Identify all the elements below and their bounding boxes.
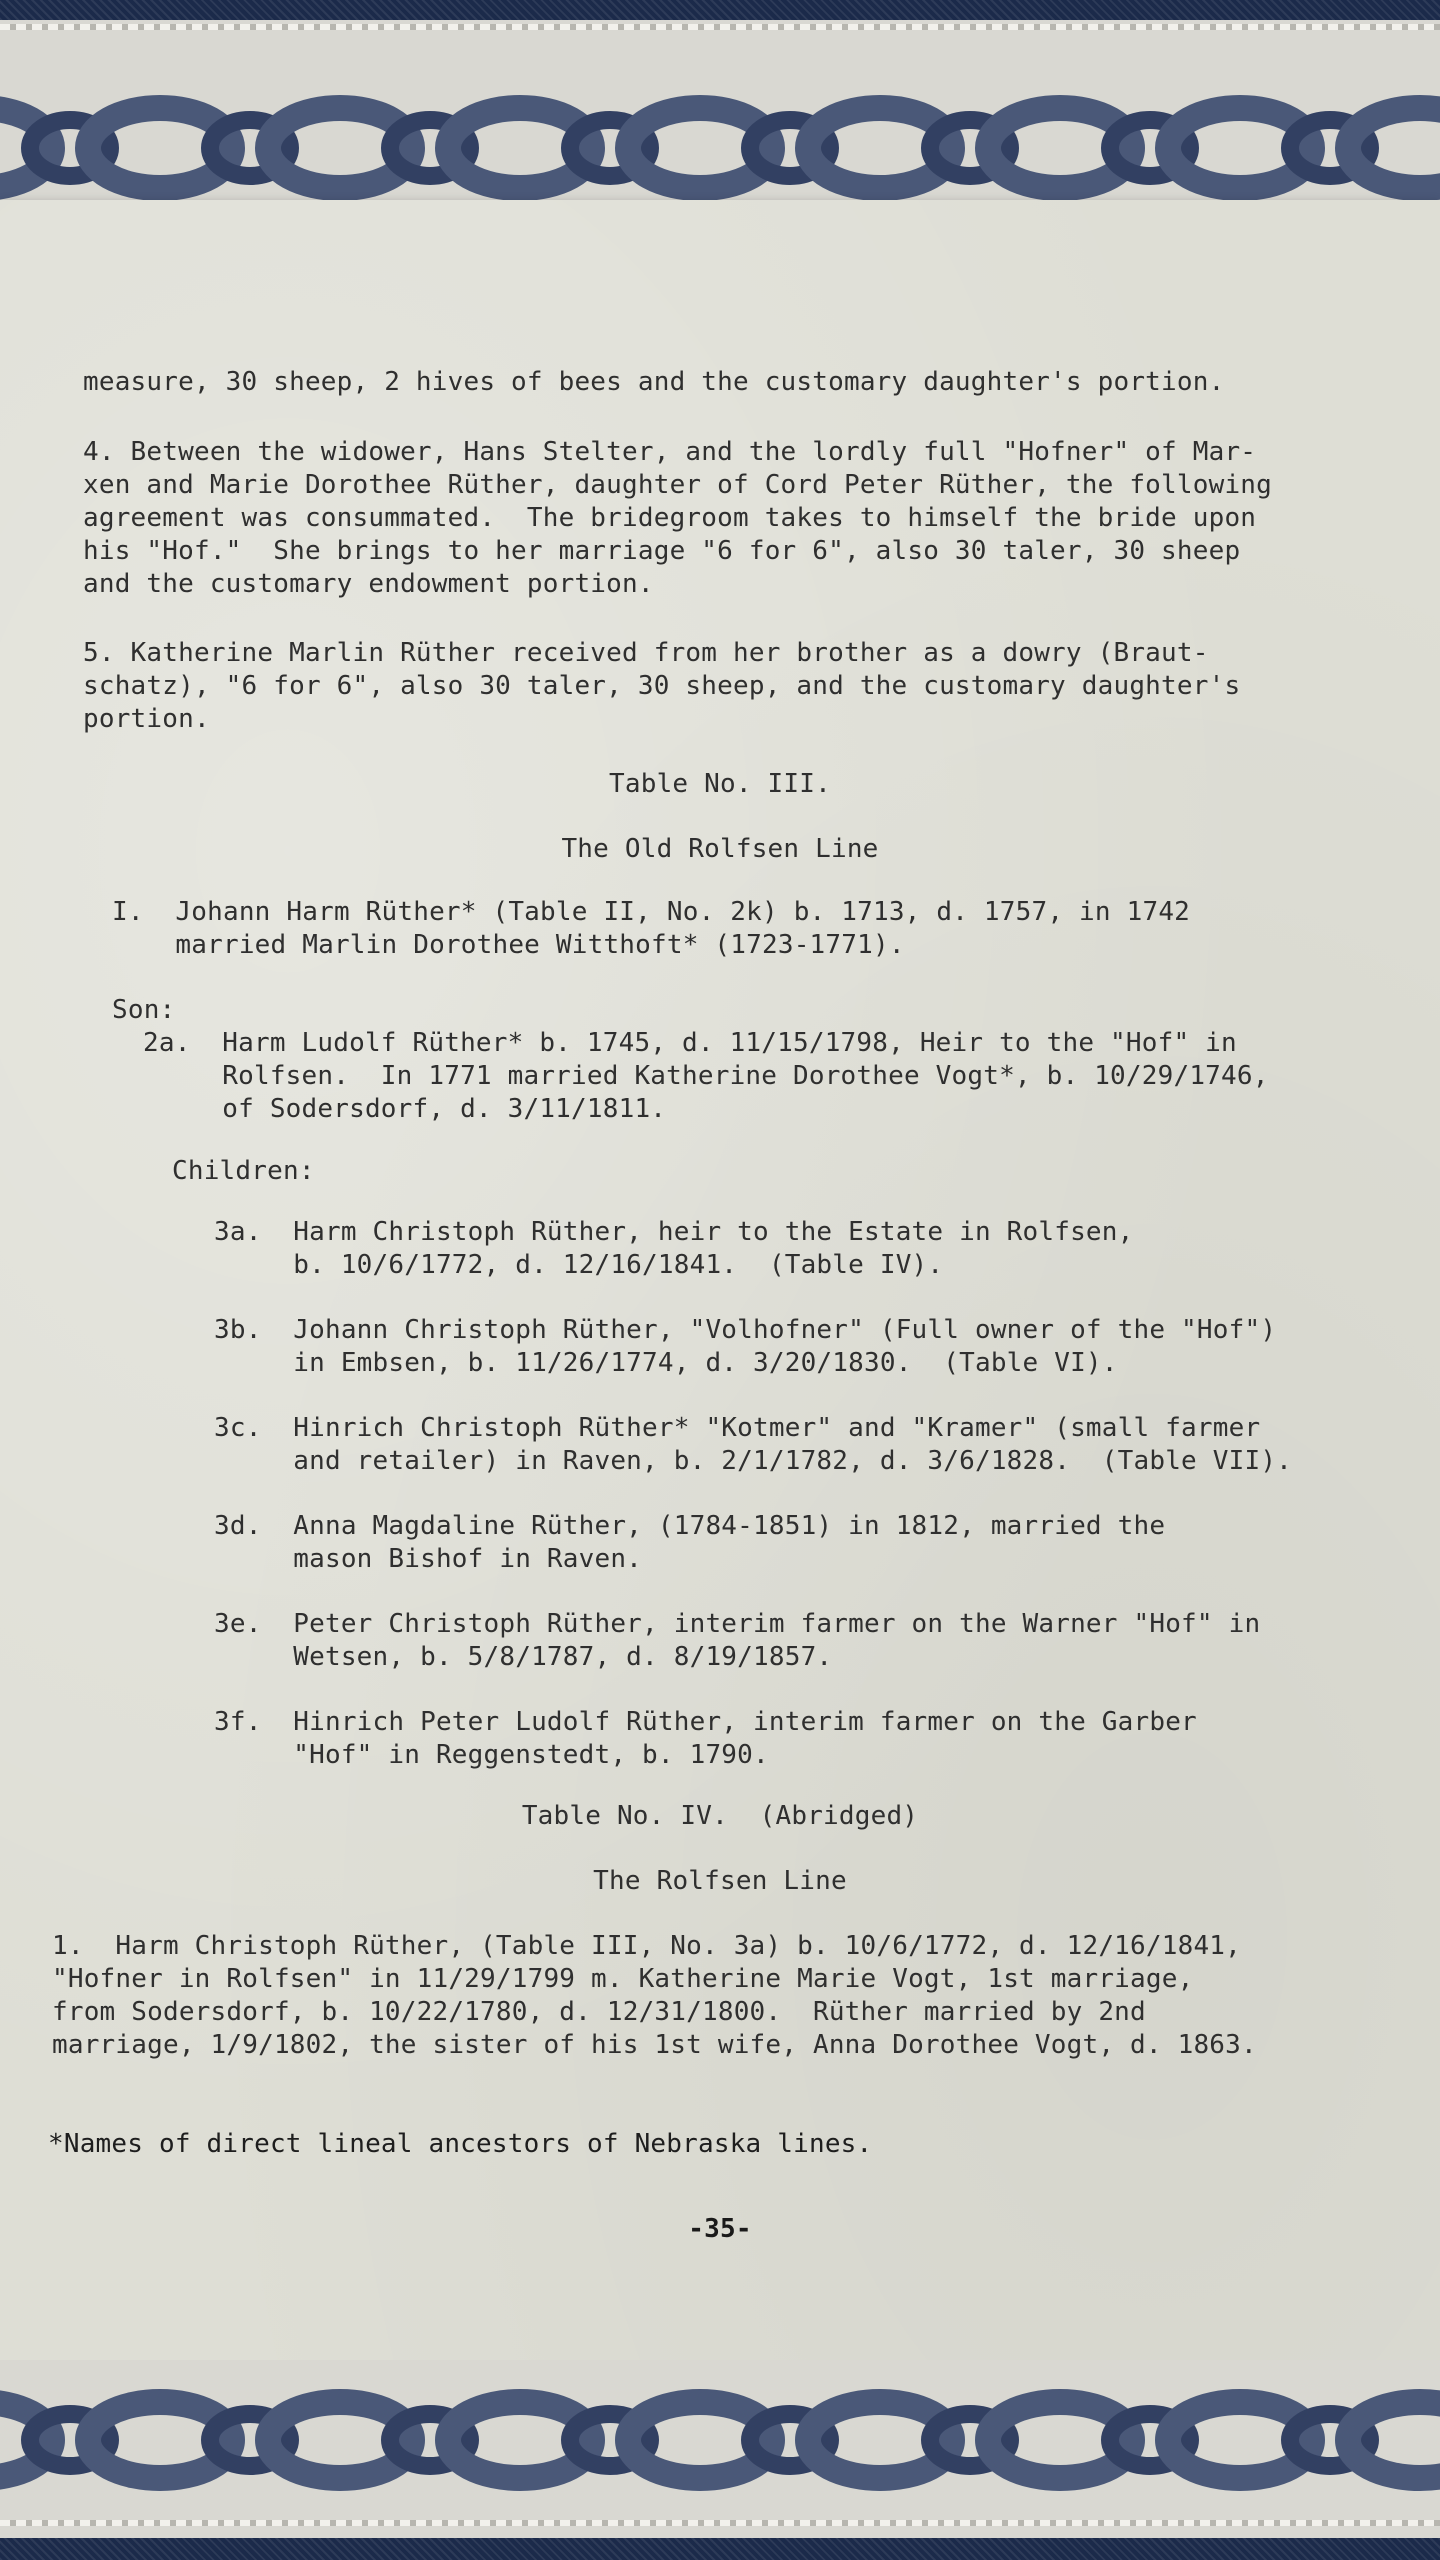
child-entry-line: "Hof" in Reggenstedt, b. 1790. (214, 1740, 769, 1770)
entry-line: "Hofner in Rolfsen" in 11/29/1799 m. Katherine Marie Vogt, 1st marriage, (52, 1964, 1194, 1994)
paragraph-line: portion. (83, 704, 210, 734)
entry-line: Rolfsen. In 1771 married Katherine Dorothee Vogt*, b. 10/29/1746, (143, 1061, 1269, 1091)
paragraph-line: 4. Between the widower, Hans Stelter, and the lordly full "Hofner" of Mar- (83, 437, 1257, 467)
fabric-chain-pattern (0, 70, 1440, 200)
child-entry-line: 3e. Peter Christoph Rüther, interim farmer on the Warner "Hof" in (214, 1609, 1261, 1639)
child-entry-line: b. 10/6/1772, d. 12/16/1841. (Table IV). (214, 1250, 944, 1280)
child-entry-line: 3c. Hinrich Christoph Rüther* "Kotmer" and "Kramer" (small farmer (214, 1413, 1261, 1443)
son-label: Son: (112, 995, 176, 1025)
fabric-border-bottom (0, 2360, 1440, 2560)
entry-line: 1. Harm Christoph Rüther, (Table III, No. 3a) b. 10/6/1772, d. 12/16/1841, (52, 1931, 1241, 1961)
table-4-heading: Table No. IV. (Abridged) (521, 1801, 919, 1831)
fabric-navy-edge (0, 2538, 1440, 2560)
entry-line: I. Johann Harm Rüther* (Table II, No. 2k) b. 1713, d. 1757, in 1742 (112, 897, 1191, 927)
paragraph-line: agreement was consummated. The bridegroom takes to himself the bride upon (83, 503, 1257, 533)
fabric-chain-pattern (0, 2370, 1440, 2510)
paragraph-line: schatz), "6 for 6", also 30 taler, 30 sheep, and the customary daughter's (83, 671, 1241, 701)
paragraph-line: and the customary endowment portion. (83, 569, 654, 599)
table-3-heading: Table No. III. (609, 769, 831, 799)
paragraph-line: xen and Marie Dorothee Rüther, daughter of Cord Peter Rüther, the following (83, 470, 1272, 500)
children-label: Children: (172, 1156, 315, 1186)
child-entry-line: 3b. Johann Christoph Rüther, "Volhofner" (Full owner of the "Hof") (214, 1315, 1277, 1345)
entry-line: 2a. Harm Ludolf Rüther* b. 1745, d. 11/15/1798, Heir to the "Hof" in (143, 1028, 1237, 1058)
fabric-border-top (0, 0, 1440, 215)
child-entry-line: in Embsen, b. 11/26/1774, d. 3/20/1830. (Table VI). (214, 1348, 1118, 1378)
entry-line: marriage, 1/9/1802, the sister of his 1st wife, Anna Dorothee Vogt, d. 1863. (52, 2030, 1257, 2060)
entry-line: from Sodersdorf, b. 10/22/1780, d. 12/31/1800. Rüther married by 2nd (52, 1997, 1146, 2027)
child-entry-line: 3d. Anna Magdaline Rüther, (1784-1851) in 1812, married the (214, 1511, 1166, 1541)
fabric-stitching (0, 24, 1440, 30)
page-number: -35- (688, 2214, 752, 2244)
child-entry-line: Wetsen, b. 5/8/1787, d. 8/19/1857. (214, 1642, 833, 1672)
paragraph-top: measure, 30 sheep, 2 hives of bees and the customary daughter's portion. (83, 367, 1225, 397)
fabric-navy-edge (0, 0, 1440, 20)
fabric-stitching (0, 2520, 1440, 2526)
entry-line: of Sodersdorf, d. 3/11/1811. (143, 1094, 667, 1124)
table-4-subheading: The Rolfsen Line (593, 1866, 847, 1896)
child-entry-line: mason Bishof in Raven. (214, 1544, 643, 1574)
child-entry-line: and retailer) in Raven, b. 2/1/1782, d. 3/6/1828. (Table VII). (214, 1446, 1293, 1476)
child-entry-line: 3f. Hinrich Peter Ludolf Rüther, interim farmer on the Garber (214, 1707, 1197, 1737)
document-page (0, 200, 1440, 2370)
paragraph-line: his "Hof." She brings to her marriage "6 for 6", also 30 taler, 30 sheep (83, 536, 1241, 566)
paragraph-line: 5. Katherine Marlin Rüther received from her brother as a dowry (Braut- (83, 638, 1209, 668)
table-3-subheading: The Old Rolfsen Line (561, 834, 879, 864)
entry-line: married Marlin Dorothee Witthoft* (1723-1771). (112, 930, 905, 960)
child-entry-line: 3a. Harm Christoph Rüther, heir to the Estate in Rolfsen, (214, 1217, 1134, 1247)
footnote: *Names of direct lineal ancestors of Nebraska lines. (48, 2129, 873, 2159)
